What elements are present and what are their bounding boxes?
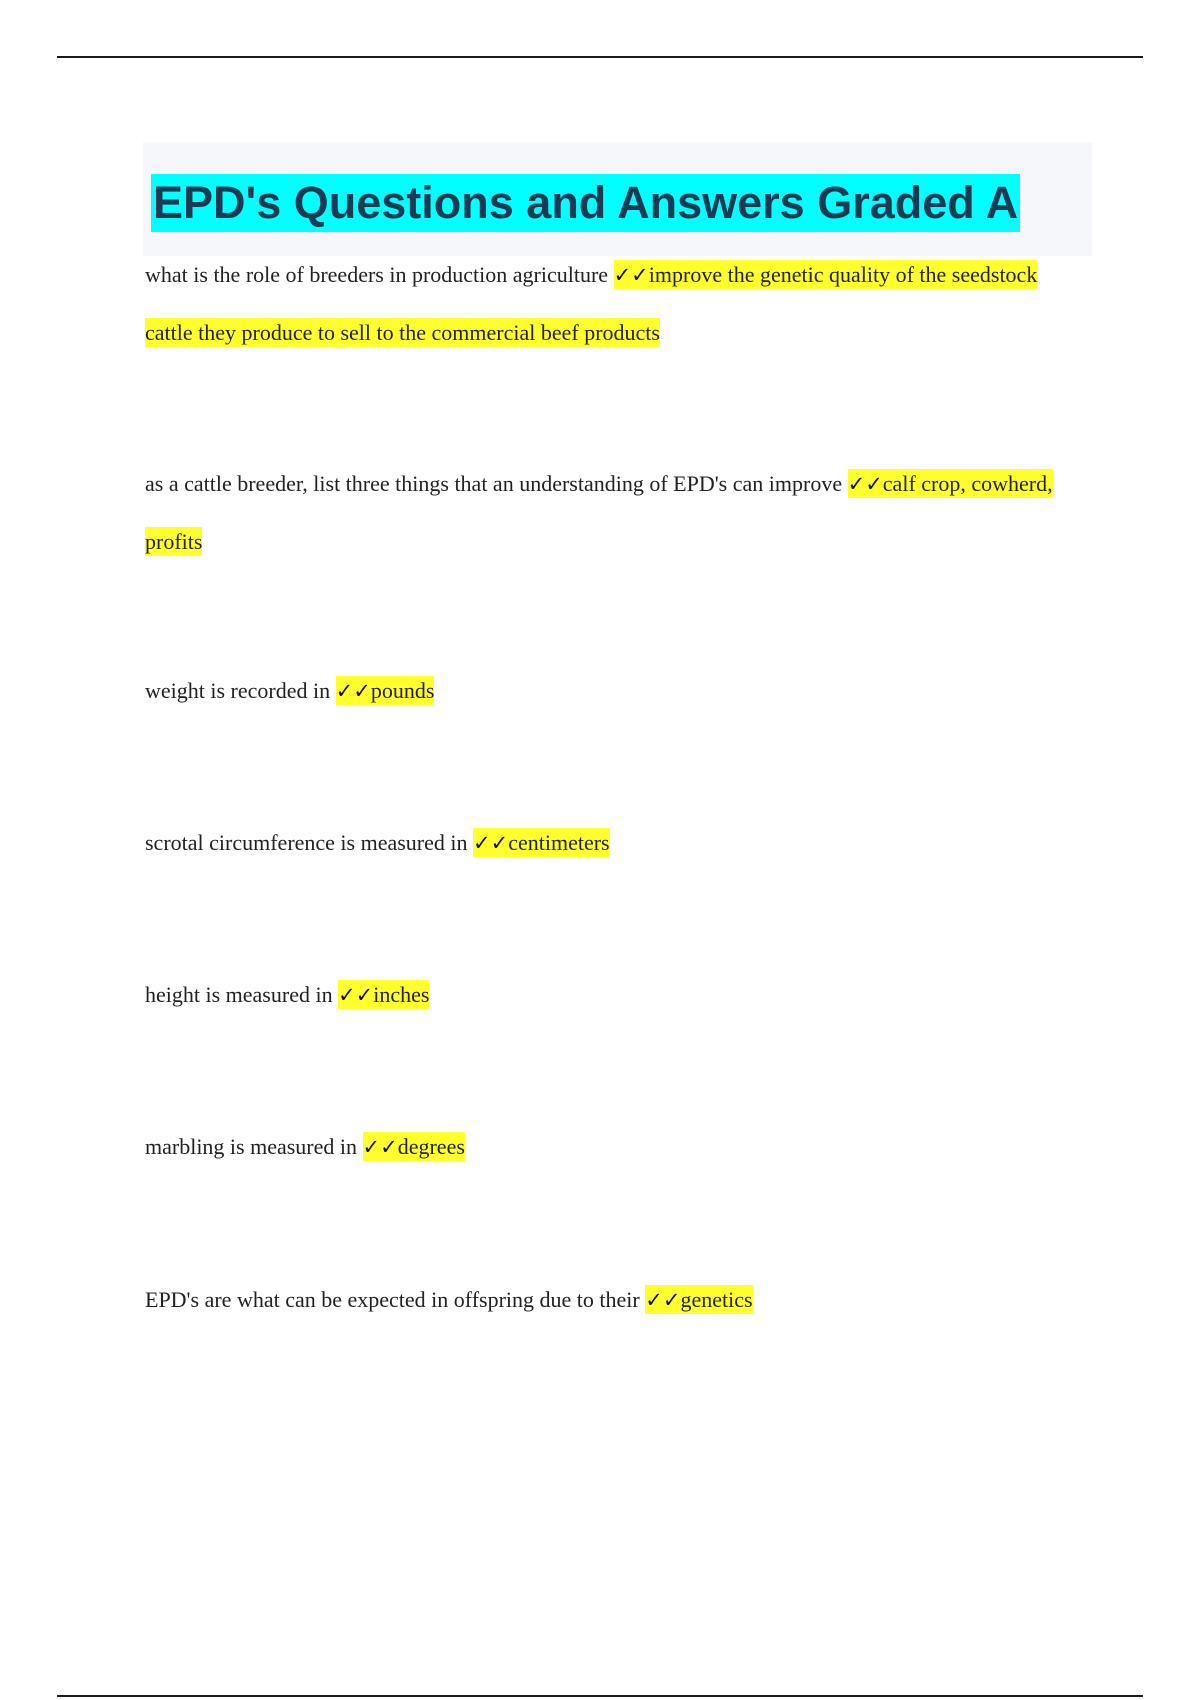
- answer-highlight: [363, 1132, 465, 1161]
- qa-item-3: [145, 662, 1085, 720]
- question-text: as a cattle breeder, list three things that an understanding of EPD's can improve: [145, 471, 843, 496]
- answer-text: improve the genetic quality of the seedstock cattle they produce to sell to the commercial beef products: [145, 262, 1038, 345]
- top-rule: [57, 56, 1143, 58]
- bottom-rule: [57, 1695, 1143, 1697]
- question-text: scrotal circumference is measured in: [145, 830, 468, 855]
- double-check-icon: ✓✓: [847, 472, 883, 496]
- question-text: marbling is measured in: [145, 1134, 358, 1159]
- answer-highlight: [338, 980, 429, 1009]
- answer-text: inches: [373, 982, 430, 1007]
- question-text: what is the role of breeders in production agriculture: [145, 262, 609, 287]
- question-text: EPD's are what can be expected in offspring due to their: [145, 1287, 640, 1312]
- answer-text: centimeters: [508, 830, 610, 855]
- double-check-icon: ✓✓: [613, 263, 649, 287]
- question-text: height is measured in: [145, 982, 333, 1007]
- double-check-icon: ✓✓: [338, 983, 374, 1007]
- answer-highlight: [473, 828, 610, 857]
- question-text: weight is recorded in: [145, 678, 331, 703]
- answer-highlight: [645, 1285, 752, 1314]
- answer-highlight: [336, 676, 435, 705]
- double-check-icon: ✓✓: [473, 831, 509, 855]
- qa-item-7: [145, 1271, 1085, 1329]
- double-check-icon: ✓✓: [362, 1135, 398, 1159]
- answer-text: calf crop, cowherd, profits: [145, 471, 1053, 554]
- qa-item-2: [145, 455, 1085, 571]
- qa-item-1: [145, 246, 1085, 362]
- qa-item-6: [145, 1118, 1085, 1176]
- answer-text: genetics: [680, 1287, 753, 1312]
- qa-item-5: [145, 966, 1085, 1024]
- answer-text: degrees: [397, 1134, 465, 1159]
- document-title: EPD's Questions and Answers Graded A: [151, 174, 1020, 232]
- answer-text: pounds: [370, 678, 435, 703]
- double-check-icon: ✓✓: [335, 679, 371, 703]
- double-check-icon: ✓✓: [645, 1288, 681, 1312]
- qa-item-4: [145, 814, 1085, 872]
